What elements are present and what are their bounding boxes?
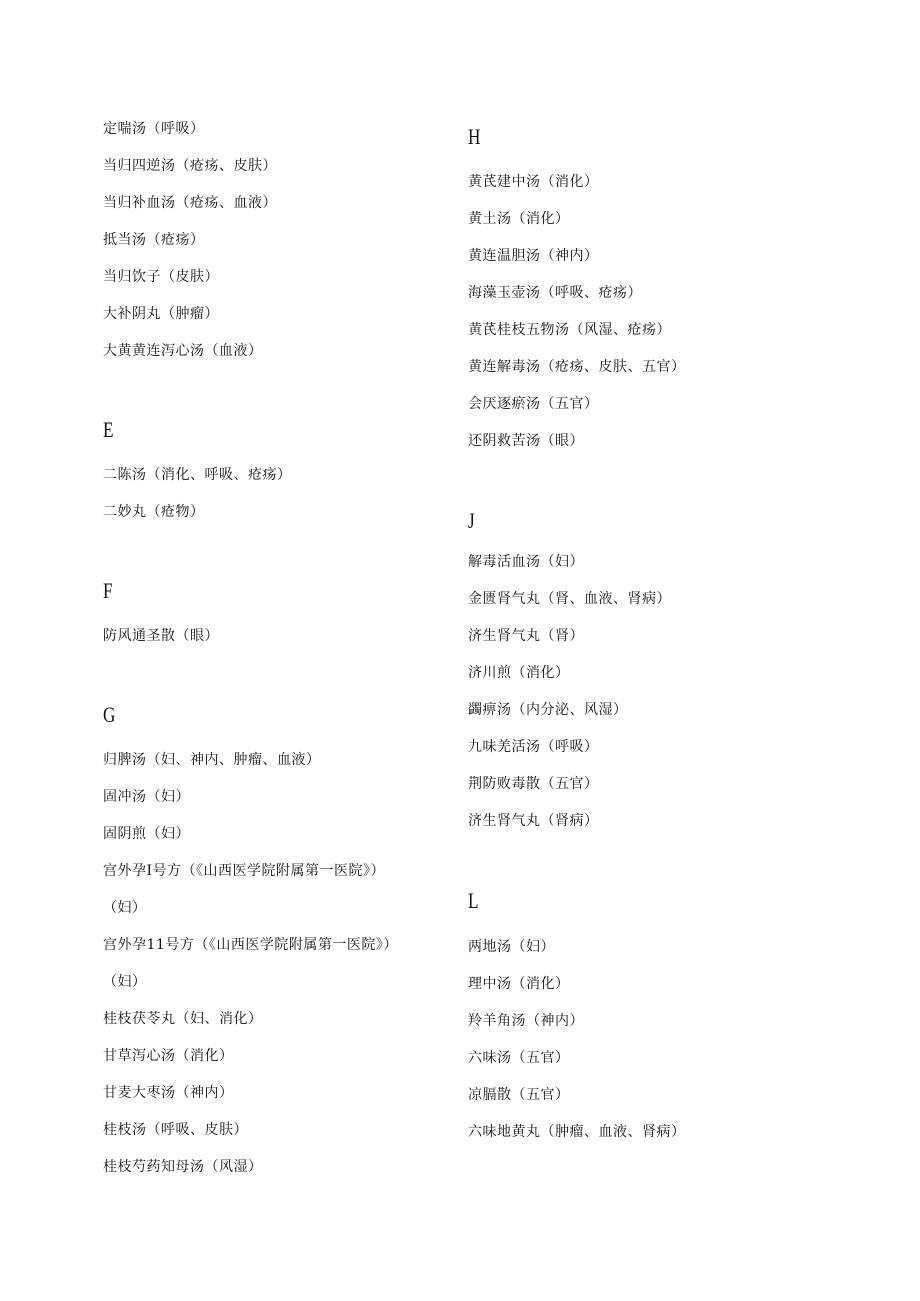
formula-item: 桂枝芍药知母汤（风湿） bbox=[103, 1159, 263, 1175]
formula-item: 六味汤（五官） bbox=[468, 1050, 570, 1066]
formula-item: 济生肾气丸（肾） bbox=[468, 628, 584, 644]
formula-item: 九味羌活汤（呼吸） bbox=[468, 739, 599, 755]
formula-item: 当归补血汤（疮疡、血液） bbox=[103, 195, 277, 211]
formula-item: 会厌逐瘀汤（五官） bbox=[468, 396, 599, 412]
formula-item: 二陈汤（消化、呼吸、疮疡） bbox=[103, 467, 292, 483]
formula-item: 理中汤（消化） bbox=[468, 976, 570, 992]
formula-item: 黄连温胆汤（神内） bbox=[468, 248, 599, 264]
formula-item: 甘草泻心汤（消化） bbox=[103, 1048, 234, 1064]
section-heading-h: H bbox=[468, 124, 481, 149]
formula-item: 防风通圣散（眼） bbox=[103, 628, 219, 644]
formula-item-continuation: （妇） bbox=[103, 974, 147, 990]
formula-item: 桂枝汤（呼吸、皮肤） bbox=[103, 1122, 248, 1138]
formula-item: 黄芪建中汤（消化） bbox=[468, 174, 599, 190]
formula-item: 黄连解毒汤（疮疡、皮肤、五官） bbox=[468, 359, 686, 375]
formula-item: 黄芪桂枝五物汤（风湿、疮疡） bbox=[468, 322, 671, 338]
formula-item: 济生肾气丸（肾病） bbox=[468, 813, 599, 829]
formula-item: 固阴煎（妇） bbox=[103, 826, 190, 842]
formula-item: 定喘汤（呼吸） bbox=[103, 121, 205, 137]
formula-item: 当归饮子（皮肤） bbox=[103, 269, 219, 285]
formula-item: 蠲痹汤（内分泌、风湿） bbox=[468, 702, 628, 718]
formula-item: 大补阴丸（肿瘤） bbox=[103, 306, 219, 322]
formula-item: 宫外孕Ⅰ号方（《山西医学院附属第一医院》） bbox=[103, 863, 386, 879]
formula-item: 两地汤（妇） bbox=[468, 939, 555, 955]
section-heading-l: L bbox=[468, 888, 479, 913]
formula-item: 海藻玉壶汤（呼吸、疮疡） bbox=[468, 285, 642, 301]
section-heading-g: G bbox=[103, 702, 116, 727]
formula-item: 解毒活血汤（妇） bbox=[468, 554, 584, 570]
section-heading-f: F bbox=[103, 578, 113, 603]
formula-item: 归脾汤（妇、神内、肿瘤、血液） bbox=[103, 752, 321, 768]
formula-item: 金匮肾气丸（肾、血液、肾病） bbox=[468, 591, 671, 607]
formula-item: 凉膈散（五官） bbox=[468, 1087, 570, 1103]
formula-item-continuation: （妇） bbox=[103, 900, 147, 916]
formula-item: 桂枝茯苓丸（妇、消化） bbox=[103, 1011, 263, 1027]
section-heading-e: E bbox=[103, 417, 114, 442]
formula-item: 二妙丸（疮物） bbox=[103, 504, 205, 520]
formula-item: 抵当汤（疮疡） bbox=[103, 232, 205, 248]
formula-item: 当归四逆汤（疮疡、皮肤） bbox=[103, 158, 277, 174]
section-heading-j: J bbox=[468, 508, 475, 533]
formula-item: 黄土汤（消化） bbox=[468, 211, 570, 227]
formula-item: 六味地黄丸（肿瘤、血液、肾病） bbox=[468, 1124, 686, 1140]
formula-item: 羚羊角汤（神内） bbox=[468, 1013, 584, 1029]
formula-item: 固冲汤（妇） bbox=[103, 789, 190, 805]
formula-item: 济川煎（消化） bbox=[468, 665, 570, 681]
formula-item: 大黄黄连泻心汤（血液） bbox=[103, 343, 263, 359]
formula-item: 宫外孕11号方（《山西医学院附属第一医院》） bbox=[103, 937, 398, 953]
formula-item: 还阴救苦汤（眼） bbox=[468, 433, 584, 449]
formula-item: 甘麦大枣汤（神内） bbox=[103, 1085, 234, 1101]
formula-item: 荆防败毒散（五官） bbox=[468, 776, 599, 792]
